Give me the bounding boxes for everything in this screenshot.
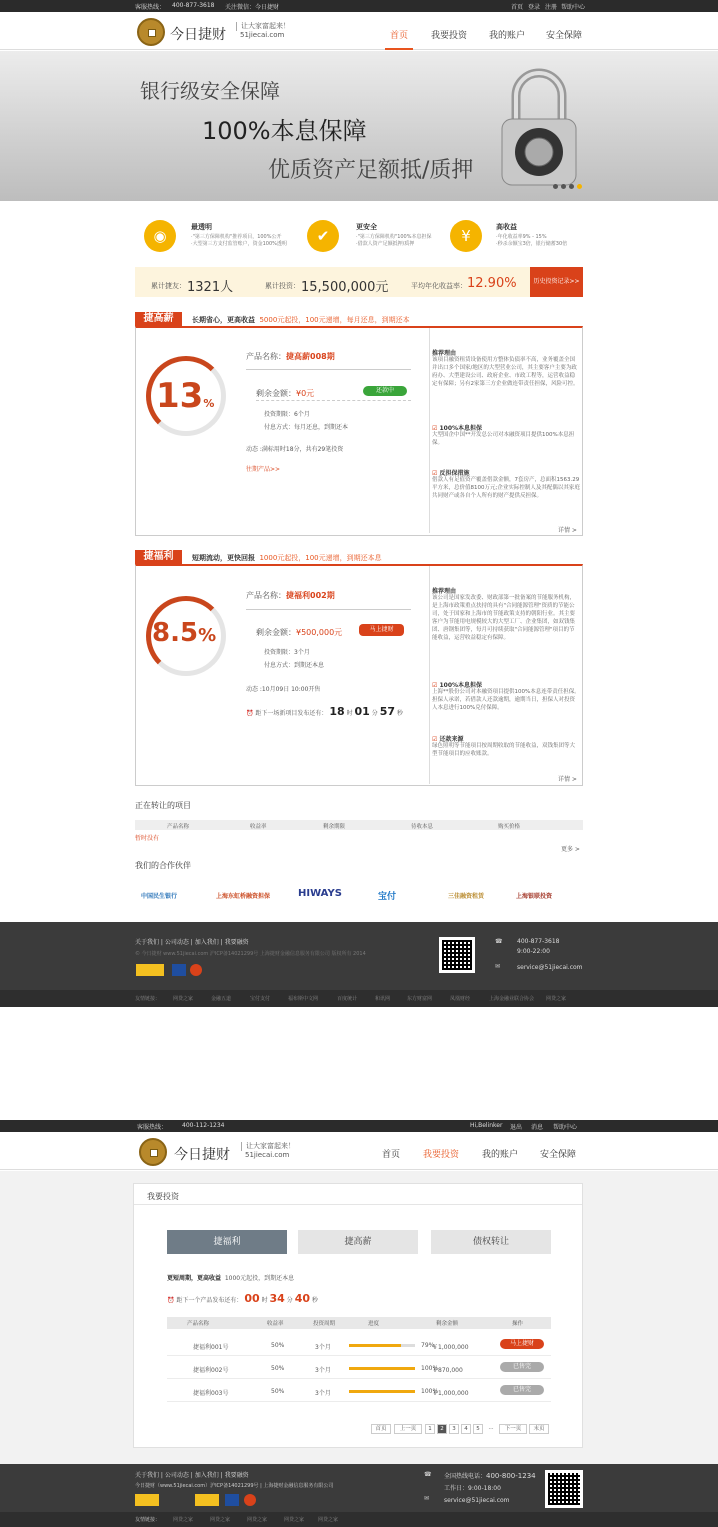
- table-row: [167, 1357, 551, 1379]
- friend-link[interactable]: 凤凰财经: [450, 996, 471, 1002]
- nav-account[interactable]: 我的账户: [482, 1150, 519, 1160]
- reason1-text: 该公司是国家发改委、财政部第一批备案的节能服务机构，是上海市政策重点扶持的具有"合同能源管理"资质的节能公司，处于国家和上海市的节能政策支持的朝阳行业。其主要客户为节能用电规模较大的大型工厂、企业集团，如双钱集团、唐钢集团等，每月可持续获取"合同能源管理"项目的节能收益，运营收益稳定有保障。: [432, 595, 576, 641]
- reason2-title: ☑ 100%本息担保: [432, 425, 483, 432]
- domain: 51jiecai.com: [245, 1151, 290, 1159]
- row-remain: ￥1,000,000: [432, 1344, 469, 1351]
- footer-finance[interactable]: 我要融资: [224, 939, 249, 946]
- col-period: 投资周期: [313, 1321, 336, 1327]
- pager-first[interactable]: 首页: [371, 1424, 391, 1434]
- pager-ellipsis: ...: [488, 1425, 494, 1431]
- site-header-2: [0, 1132, 718, 1170]
- product2-rate: 8.5%: [152, 618, 217, 648]
- col-receivable: 待收本息: [411, 824, 434, 830]
- eye-icon: ◉: [144, 220, 176, 252]
- product2-reasons: [429, 566, 583, 784]
- footer-copyright: © 今日捷财 www.51jiecai.com 沪ICP备14021299号 上海捷财金融信息服务有限公司 版权所有 2014: [135, 951, 366, 957]
- friend-link[interactable]: 网贷之家: [173, 1517, 194, 1523]
- product2-invest-button[interactable]: 马上捷财: [359, 624, 404, 636]
- friend-link[interactable]: 网贷之家: [210, 1517, 231, 1523]
- tab-jiegaoxin[interactable]: 捷高薪: [298, 1230, 418, 1254]
- invest-now-button[interactable]: 马上捷财: [500, 1339, 544, 1349]
- footer-2: [0, 1464, 718, 1512]
- row-progress-fill: [349, 1390, 415, 1393]
- product2-dynamic: 动态 :10月09日 10:00开售: [246, 686, 321, 693]
- nav-security[interactable]: 安全保障: [540, 1150, 577, 1160]
- shield-icon: ✔: [307, 220, 339, 252]
- reason3-title: ☑ 反担保措施: [432, 470, 470, 477]
- partner-logo-minsheng[interactable]: 中国民生银行: [141, 893, 178, 900]
- product1-past-link[interactable]: 往期产品>>: [246, 466, 281, 473]
- friend-links-label: 友情链接：: [135, 1517, 161, 1523]
- friend-links-bar: [0, 990, 718, 1007]
- col-remain: 剩余金额: [436, 1321, 459, 1327]
- top-link-messages[interactable]: 消息: [531, 1124, 544, 1131]
- col-price: 购买价格: [498, 824, 521, 830]
- reason1-text: 该项目融资租赁设备使用方整体负债率不高，业务覆盖全国并出口多个国家/地区的大型营业公司，其主要客户主要为政府办、大型建设公司、政府企业、市政工程等，运营收益稳定有保障；另有2家第三方企业做连带责任担保，风险可控。: [432, 357, 579, 387]
- footer-news[interactable]: 公司动态: [164, 1472, 189, 1479]
- friend-link[interactable]: 金融五道: [211, 996, 232, 1002]
- transfer-empty: 暂时没有: [135, 835, 160, 842]
- cert-badge-icon: [225, 1494, 239, 1506]
- countdown: ⏰ 距下一个产品发布还有： 00 时 34 分 40 秒: [167, 1292, 318, 1305]
- row-period: 3个月: [315, 1367, 331, 1374]
- pager-page-2[interactable]: 2: [437, 1424, 447, 1434]
- nav-home[interactable]: 首页: [390, 31, 409, 41]
- nav-security[interactable]: 安全保障: [546, 31, 583, 41]
- footer-phone: 400-877-3618: [517, 938, 560, 945]
- footer-email[interactable]: service@51jiecai.com: [444, 1497, 510, 1504]
- section-title: 我要投资: [147, 1192, 179, 1201]
- stat-friends-label: 累计捷友：: [151, 282, 186, 290]
- feature-title-1: 最透明: [191, 223, 212, 231]
- partner-logo-hiways[interactable]: HIWAYS: [298, 888, 342, 899]
- table-row: [167, 1334, 551, 1356]
- feature-desc-1a: ·"第三方保障机构"推荐项目，100%公开: [191, 234, 282, 240]
- reason2-text: 上海**股份公司对本融资项目提供100%本息连带责任担保。担保人承诺，若借款人还款逾期，逾期当日，担保人对投资人本息进行100%兑付保障。: [432, 689, 580, 711]
- row-rate: 50%: [271, 1365, 285, 1372]
- product1-tagline: 长期省心，更高收益 5000元起投，100元递增，每月还息，到期还本: [192, 316, 410, 324]
- invest-panel: [133, 1183, 583, 1448]
- top-link-home[interactable]: 首页: [511, 4, 524, 11]
- reason1-title: 推荐理由: [432, 350, 457, 357]
- footer-email[interactable]: service@51jiecai.com: [517, 964, 583, 971]
- col-name: 产品名称: [167, 824, 190, 830]
- pager-page-1[interactable]: 1: [425, 1424, 435, 1434]
- footer-hours: 工作日：9:00-18:00: [444, 1485, 501, 1492]
- friend-links-label: 友情链接：: [135, 996, 161, 1002]
- row-progress-text: 100%: [421, 1388, 439, 1395]
- product2-repay: 付息方式：到期还本息: [264, 662, 325, 669]
- history-button[interactable]: 历史投资记录>>: [530, 267, 583, 297]
- reason2-title: ☑ 100%本息担保: [432, 682, 483, 689]
- banner-line-3: 优质资产足额抵/质押: [268, 158, 474, 183]
- top-link-login[interactable]: 登录: [528, 4, 541, 11]
- pager-page-3[interactable]: 3: [449, 1424, 459, 1434]
- footer: [0, 922, 718, 990]
- table-row: [167, 1380, 551, 1402]
- phone-icon: ☎: [424, 1471, 432, 1478]
- footer-hotline: 全国热线电话：400-800-1234: [444, 1472, 536, 1480]
- col-progress: 进度: [368, 1321, 380, 1327]
- friend-link[interactable]: 网贷之家: [284, 1517, 305, 1523]
- footer-join[interactable]: 加入我们: [194, 939, 219, 946]
- money-icon: ¥: [450, 220, 482, 252]
- feature-title-2: 更安全: [356, 223, 377, 231]
- nav-invest[interactable]: 我要投资: [431, 31, 468, 41]
- product1-rate: 13%: [156, 376, 215, 416]
- partner-logo-sanjia[interactable]: 三佳融资租赁: [448, 893, 485, 900]
- pager-next[interactable]: 下一页: [499, 1424, 527, 1434]
- domain: 51jiecai.com: [240, 31, 285, 39]
- footer-about[interactable]: 关于我们: [135, 1472, 160, 1479]
- product2-countdown: ⏰ 距下一场新项目发布还有： 18 时 01 分 57 秒: [246, 705, 403, 718]
- col-rate: 收益率: [250, 824, 267, 830]
- reason1-title: 推荐理由: [432, 588, 457, 595]
- row-period: 3个月: [315, 1390, 331, 1397]
- banner-dot-2[interactable]: [561, 184, 566, 189]
- reason2-text: 大型国企中国**开发总公司对本融资项目提供100%本息担保。: [432, 432, 575, 446]
- feature-desc-2a: ·"第三方保障机构"100%本息担保: [356, 234, 432, 240]
- row-name: 捷福利001号: [193, 1344, 229, 1351]
- col-remain-term: 剩余期限: [323, 824, 346, 830]
- wechat-text: 关注微信：今日捷财: [225, 4, 280, 11]
- top-bar-2: [0, 1120, 718, 1132]
- col-name: 产品名称: [187, 1321, 210, 1327]
- nav-home[interactable]: 首页: [382, 1150, 401, 1160]
- footer-links: 关于我们 | 公司动态 | 加入我们 | 我要融资: [135, 939, 249, 946]
- feature-desc-1b: ·大型第三方支付监管账户，资金100%透明: [191, 241, 287, 247]
- stats-bar: [135, 267, 583, 297]
- alarm-clock-icon: ⏰: [167, 1297, 175, 1304]
- pager-page-5[interactable]: 5: [473, 1424, 483, 1434]
- qr-code-icon: [439, 937, 475, 973]
- transfer-table-header: [135, 820, 583, 830]
- stat-friends-value: 1321人: [187, 280, 234, 295]
- product2-tag: 捷福利: [135, 550, 182, 564]
- pay-badge-icon: [135, 1494, 159, 1506]
- pager-prev[interactable]: 上一页: [394, 1424, 422, 1434]
- transfer-more-link[interactable]: 更多 >: [561, 846, 580, 853]
- row-progress-text: 100%: [421, 1365, 439, 1372]
- footer-about[interactable]: 关于我们: [135, 939, 160, 946]
- logo-coin-icon[interactable]: [137, 18, 165, 46]
- product2-tagline: 短期流动，更快回报 1000元起投，100元递增，到期还本息: [192, 554, 382, 562]
- invest-table-header: [167, 1317, 551, 1329]
- hotline-label: 客服热线：: [135, 4, 166, 11]
- cert-badge-icon: [172, 964, 186, 976]
- logo-text[interactable]: 今日捷财: [170, 27, 226, 43]
- product1-remain: 剩余金额：¥0元: [256, 389, 315, 398]
- friend-link[interactable]: 网贷之家: [247, 1517, 268, 1523]
- friend-link[interactable]: 福布斯中文网: [288, 996, 319, 1002]
- product2-remain: 剩余金额：¥500,000元: [256, 628, 343, 637]
- footer-news[interactable]: 公司动态: [164, 939, 189, 946]
- hotline-number: 400-877-3618: [172, 2, 215, 9]
- banner-line-1: 银行级安全保障: [140, 79, 280, 103]
- top-link-help[interactable]: 帮助中心: [553, 1124, 578, 1131]
- row-name: 捷福利003号: [193, 1390, 229, 1397]
- product1-status-badge: 还款中: [363, 386, 407, 396]
- slogan: 让大家富起来！: [241, 1142, 295, 1151]
- partner-logo-baofu[interactable]: 宝付: [378, 892, 397, 902]
- norton-badge-icon: [195, 1494, 219, 1506]
- product1-card: [135, 326, 583, 536]
- feature-desc-3b: ·秒杀余额宝3倍，银行储蓄30倍: [496, 241, 568, 247]
- friend-link[interactable]: 网贷之家: [318, 1517, 339, 1523]
- friend-link[interactable]: 东方财富网: [407, 996, 433, 1002]
- row-rate: 50%: [271, 1388, 285, 1395]
- col-action: 操作: [512, 1321, 524, 1327]
- pager-page-4[interactable]: 4: [461, 1424, 471, 1434]
- product1-reasons: [429, 328, 583, 533]
- mail-icon: ✉: [424, 1495, 430, 1502]
- site-header: [0, 12, 718, 50]
- product2-detail-link[interactable]: 详情 >: [558, 776, 577, 783]
- banner-dot-1[interactable]: [553, 184, 558, 189]
- row-name: 捷福利002号: [193, 1367, 229, 1374]
- nav-active-indicator: [385, 48, 413, 50]
- row-progress-fill: [349, 1344, 401, 1347]
- phone-icon: ☎: [495, 938, 503, 945]
- feature-desc-3a: ·年化收益率9% - 15%: [496, 234, 547, 240]
- nav-account[interactable]: 我的账户: [489, 31, 526, 41]
- col-rate: 收益率: [267, 1321, 284, 1327]
- stat-rate-label: 平均年化收益率：: [411, 282, 467, 290]
- footer-finance[interactable]: 我要融资: [224, 1472, 249, 1479]
- row-remain: ￥1,000,000: [432, 1390, 469, 1397]
- banner-line-2: 100%本息保障: [202, 117, 367, 145]
- police-badge-icon: [190, 964, 202, 976]
- partner-logo-yinlian[interactable]: 上海银联投资: [516, 893, 553, 900]
- norton-badge-icon: [136, 964, 164, 976]
- row-progress-text: 79%: [421, 1342, 435, 1349]
- row-progress-bar: [349, 1367, 415, 1370]
- transfer-title: 正在转让的项目: [135, 801, 191, 810]
- logo-coin-icon[interactable]: [139, 1138, 167, 1166]
- partners-title: 我们的合作伙伴: [135, 861, 191, 870]
- row-rate: 50%: [271, 1342, 285, 1349]
- stat-invest-value: 15,500,000元: [301, 280, 389, 295]
- footer-copyright: 今日捷财（www.51jiecai.com）沪ICP备14021299号 | 上海捷财金融信息服务有限公司: [135, 1483, 334, 1489]
- stat-rate-value: 12.90%: [467, 276, 517, 291]
- stat-invest-label: 累计投资：: [265, 282, 300, 290]
- product1-period: 投资期限：6个月: [264, 411, 310, 418]
- product1-tag: 捷高薪: [135, 312, 182, 326]
- row-period: 3个月: [315, 1344, 331, 1351]
- reason3-text: 借款人有足值资产覆盖借款金额，7套房产，总面积1563.29平方米，总价值8100万元;企业实际控制人及其配偶以其家庭共同财产或各自个人所有的财产提供反担保。: [432, 477, 580, 499]
- police-badge-icon: [244, 1494, 256, 1506]
- nav-invest[interactable]: 我要投资: [423, 1150, 460, 1160]
- user-greeting: Hi,Belinker: [470, 1122, 503, 1129]
- product2-name: 产品名称：捷福利002期: [246, 591, 335, 600]
- pager-last[interactable]: 末页: [529, 1424, 549, 1434]
- padlock-icon: [494, 61, 584, 191]
- banner-dot-3[interactable]: [569, 184, 574, 189]
- product2-period: 投资期限：3个月: [264, 649, 310, 656]
- sold-out-button: 已售完: [500, 1362, 544, 1372]
- sold-out-button: 已售完: [500, 1385, 544, 1395]
- row-progress-bar: [349, 1344, 415, 1347]
- slogan: 让大家富起来！: [236, 22, 290, 31]
- tab-jiefuli[interactable]: 捷福利: [167, 1230, 287, 1254]
- banner-dot-4[interactable]: [577, 184, 582, 189]
- friend-link[interactable]: 网贷之家: [546, 996, 567, 1002]
- product-description: 更短周期，更高收益 1000元起投，到期还本息: [167, 1275, 295, 1282]
- hotline-label: 客服热线：: [137, 1124, 168, 1131]
- qr-code-icon: [545, 1470, 583, 1508]
- tab-debt-transfer[interactable]: 债权转让: [431, 1230, 551, 1254]
- product1-name: 产品名称：捷高薪008期: [246, 352, 335, 361]
- footer-join[interactable]: 加入我们: [194, 1472, 219, 1479]
- product1-dynamic: 动态 :满标用时18分，共有29笔投资: [246, 446, 344, 453]
- friend-link[interactable]: 上海金融业联合协会: [489, 996, 535, 1002]
- footer-links: 关于我们 | 公司动态 | 加入我们 | 我要融资: [135, 1472, 249, 1479]
- friend-links-bar-2: [0, 1512, 718, 1527]
- row-remain: ￥870,000: [432, 1367, 463, 1374]
- partner-logo-donghongqiao[interactable]: 上海东虹桥融资担保: [216, 893, 271, 900]
- top-link-register[interactable]: 注册: [545, 4, 558, 11]
- reason3-title: ☑ 还款来源: [432, 736, 464, 743]
- product2-card: [135, 564, 583, 786]
- feature-desc-2b: ·借款人资产足额抵押/质押: [356, 241, 415, 247]
- product1-repay: 付息方式：每月还息，到期还本: [264, 424, 349, 431]
- top-link-logout[interactable]: 退出: [510, 1124, 523, 1131]
- logo-text[interactable]: 今日捷财: [174, 1147, 230, 1163]
- friend-link[interactable]: 宝付支付: [250, 996, 271, 1002]
- reason3-text: 绿色照明等节能项目按周期收取的节能收益，双钱集团等大型节能项目的应收账款。: [432, 743, 576, 757]
- feature-title-3: 高收益: [496, 223, 517, 231]
- row-progress-bar: [349, 1390, 415, 1393]
- friend-link[interactable]: 网贷之家: [173, 996, 194, 1002]
- product1-detail-link[interactable]: 详情 >: [558, 527, 577, 534]
- top-bar: [0, 0, 718, 12]
- friend-link[interactable]: 和讯网: [375, 996, 391, 1002]
- mail-icon: ✉: [495, 963, 501, 970]
- top-link-help[interactable]: 帮助中心: [561, 4, 586, 11]
- hotline-number: 400-112-1234: [182, 1122, 225, 1129]
- friend-link[interactable]: 百度统计: [337, 996, 358, 1002]
- alarm-clock-icon: ⏰: [246, 710, 254, 717]
- footer-hours: 9:00-22:00: [517, 948, 550, 955]
- row-progress-fill: [349, 1367, 415, 1370]
- banner: [0, 51, 718, 201]
